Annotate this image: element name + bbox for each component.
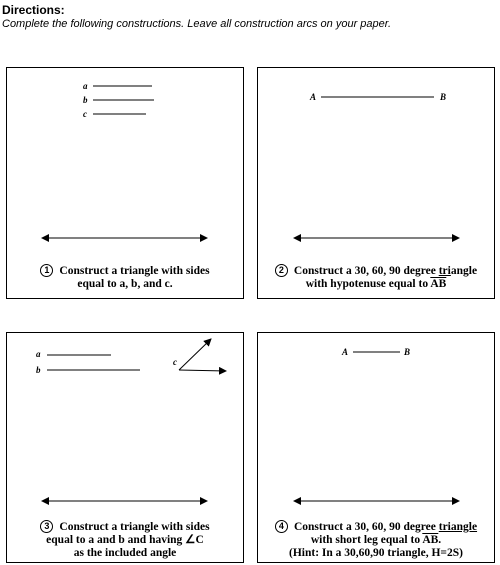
angle-c-ray-lower (179, 370, 226, 371)
caption-text: Construct a 30, 60, 90 degree (293, 265, 439, 277)
construction-panel-2 (257, 67, 495, 299)
panel-1-caption (7, 264, 243, 291)
segment-b-label: b (83, 95, 88, 105)
construction-panel-1 (6, 67, 244, 299)
caption-line: (Hint: In a 30,60,90 triangle, H=2S) (289, 547, 463, 559)
caption-line: Construct a triangle with sides (59, 265, 210, 277)
step-number-1: 1 (40, 264, 53, 277)
angle-c-label: c (173, 357, 177, 367)
caption-text: Construct a 30, 60, 90 degree (293, 521, 439, 533)
caption-text: angle (450, 265, 478, 277)
step-number-2: 2 (275, 264, 288, 277)
caption-underlined: tri (438, 265, 451, 277)
segment-notation: $\overline{AB}$ (422, 534, 439, 546)
caption-underlined: triangle (438, 521, 478, 533)
caption-text: with hypotenuse equal to (305, 278, 431, 290)
point-B-label: B (440, 92, 447, 102)
caption-line: Construct a triangle with sides (59, 521, 210, 533)
caption-text: . (438, 534, 442, 546)
caption-line: equal to a and b and having ∠C (46, 534, 204, 546)
panel-2-caption (258, 264, 494, 291)
panel-4-caption (258, 520, 494, 560)
caption-line: equal to a, b, and c. (77, 278, 173, 290)
segment-notation: $\overline{AB}$ (430, 278, 447, 290)
caption-line: as the included angle (73, 547, 177, 559)
point-A-label: A (310, 92, 317, 102)
caption-text: with short leg equal to (310, 534, 423, 546)
construction-panel-4 (257, 332, 495, 563)
segment-a-label: a (83, 81, 88, 91)
point-A-label: A (342, 347, 349, 357)
directions-instructions: Complete the following constructions. Leave all construction arcs on your paper. (2, 18, 392, 30)
construction-panel-3 (6, 332, 244, 563)
point-B-label: B (404, 347, 411, 357)
step-number-3: 3 (40, 520, 53, 533)
panel-3-caption (7, 520, 243, 560)
segment-c-label: c (83, 109, 87, 119)
step-number-4: 4 (275, 520, 288, 533)
directions-title: Directions: (2, 3, 65, 17)
segment-a-label: a (36, 349, 41, 359)
segment-b-label: b (36, 365, 41, 375)
angle-c-ray-upper (179, 339, 211, 370)
